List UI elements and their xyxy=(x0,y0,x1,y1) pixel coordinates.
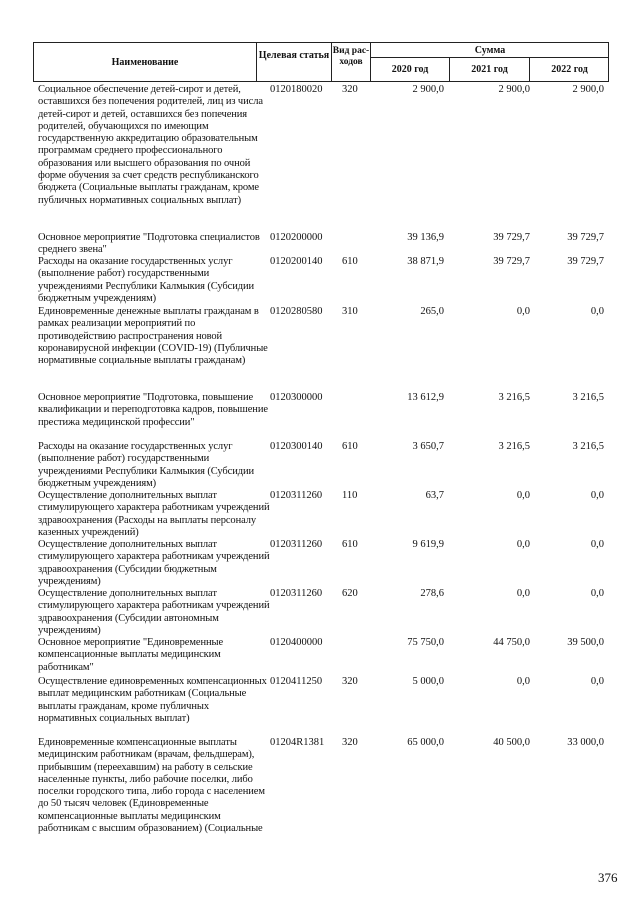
row-sum-2021: 3 216,5 xyxy=(498,392,530,403)
row-sum-2021: 0,0 xyxy=(516,539,530,550)
row-sum-2022: 39 729,7 xyxy=(567,256,604,267)
row-kind: 110 xyxy=(342,490,358,501)
row-sum-2022: 0,0 xyxy=(590,490,604,501)
row-sum-2020: 38 871,9 xyxy=(407,256,444,267)
row-sum-2021: 2 900,0 xyxy=(498,84,530,95)
row-name: Социальное обеспечение детей-сирот и детей, оставшихся без попечения родителей, лиц из числа детей-сирот и детей, оставшихся без попечения родителей, обучающихся по имеющим государственную аккредитацию образовательным программам среднего профессионального образования или высшего образования по очной форме обучения за счет средств республиканского бюджета (Социальные выплаты гражданам, кроме публичных нормативных социальных выплат) xyxy=(38,84,263,206)
row-name: Осуществление единовременных компенсационных выплат медицинским работникам (Социальные выплаты гражданам, кроме публичных нормативных социальных выплат) xyxy=(38,676,267,724)
row-kind: 320 xyxy=(342,676,358,687)
row-name: Расходы на оказание государственных услуг (выполнение работ) государственными учреждениями Республики Калмыкия (Субсидии бюджетным учреждениям) xyxy=(38,441,255,489)
row-sum-2022: 3 216,5 xyxy=(572,392,604,403)
row-sum-2022: 3 216,5 xyxy=(572,441,604,452)
row-code: 0120400000 xyxy=(270,637,323,648)
row-name: Единовременные денежные выплаты гражданам в рамках реализации мероприятий по противодействию распространения новой коронавирусной инфекции (COVID-19) (Публичные нормативные социальные выплаты гражданам) xyxy=(38,306,268,367)
row-name: Основное мероприятие "Единовременные компенсационные выплаты медицинским работникам" xyxy=(38,637,224,673)
row-code: 01204R1381 xyxy=(270,737,325,748)
header-target: Целевая статья xyxy=(258,50,330,61)
row-sum-2022: 39 729,7 xyxy=(567,232,604,243)
row-name: Единовременные компенсационные выплаты медицинским работникам (врачам, фельдшерам), прибывшим (переехавшим) на работу в сельские населенные пункты, либо рабочие поселки, либо поселки городского типа, либо города с населением до 50 тысяч человек (Единовременные компенсационные выплаты медицинским работникам с высшим образованием) (Социальные xyxy=(38,737,265,835)
row-sum-2020: 3 650,7 xyxy=(412,441,444,452)
row-code: 0120300140 xyxy=(270,441,323,452)
row-kind: 310 xyxy=(342,306,358,317)
row-sum-2020: 5 000,0 xyxy=(412,676,444,687)
row-code: 0120280580 xyxy=(270,306,323,317)
row-name: Осуществление дополнительных выплат стимулирующего характера работникам учреждений здравоохранения (Расходы на выплаты персоналу казенных учреждений) xyxy=(38,490,270,538)
row-sum-2020: 39 136,9 xyxy=(407,232,444,243)
row-sum-2020: 63,7 xyxy=(425,490,444,501)
row-code: 0120300000 xyxy=(270,392,323,403)
row-sum-2021: 39 729,7 xyxy=(493,232,530,243)
row-kind: 320 xyxy=(342,737,358,748)
table-header xyxy=(33,42,609,82)
row-name: Основное мероприятие "Подготовка специалистов среднего звена" xyxy=(38,232,260,256)
row-sum-2022: 0,0 xyxy=(590,306,604,317)
row-sum-2022: 39 500,0 xyxy=(567,637,604,648)
row-sum-2020: 278,6 xyxy=(420,588,444,599)
page-number: 376 xyxy=(598,870,618,885)
row-sum-2020: 13 612,9 xyxy=(407,392,444,403)
header-2020: 2020 год xyxy=(391,64,429,75)
row-code: 0120200140 xyxy=(270,256,323,267)
header-kind: Вид рас-ходов xyxy=(332,46,370,67)
row-code: 0120311260 xyxy=(270,588,323,599)
row-sum-2022: 0,0 xyxy=(590,676,604,687)
header-divider xyxy=(370,57,608,58)
header-sum: Сумма xyxy=(474,45,506,56)
row-kind: 610 xyxy=(342,441,358,452)
row-sum-2021: 40 500,0 xyxy=(493,737,530,748)
row-name: Осуществление дополнительных выплат стимулирующего характера работникам учреждений здравоохранения (Субсидии бюджетным учреждениям) xyxy=(38,539,270,587)
row-sum-2022: 2 900,0 xyxy=(572,84,604,95)
row-sum-2021: 44 750,0 xyxy=(493,637,530,648)
header-2021: 2021 год xyxy=(471,64,508,75)
row-sum-2021: 0,0 xyxy=(516,490,530,501)
row-sum-2021: 39 729,7 xyxy=(493,256,530,267)
row-name: Основное мероприятие "Подготовка, повышение квалификации и переподготовка кадров, повышение престижа медицинской профессии" xyxy=(38,392,268,428)
row-kind: 610 xyxy=(342,539,358,550)
row-sum-2022: 0,0 xyxy=(590,539,604,550)
row-sum-2020: 65 000,0 xyxy=(407,737,444,748)
row-name: Осуществление дополнительных выплат стимулирующего характера работникам учреждений здравоохранения (Субсидии автономным учреждениям) xyxy=(38,588,270,636)
row-sum-2020: 9 619,9 xyxy=(412,539,444,550)
row-kind: 620 xyxy=(342,588,358,599)
row-sum-2020: 75 750,0 xyxy=(407,637,444,648)
row-kind: 610 xyxy=(342,256,358,267)
row-code: 0120311260 xyxy=(270,539,323,550)
row-sum-2021: 0,0 xyxy=(516,588,530,599)
row-sum-2021: 0,0 xyxy=(516,676,530,687)
row-sum-2020: 2 900,0 xyxy=(412,84,444,95)
row-code: 0120311260 xyxy=(270,490,323,501)
header-name: Наименование xyxy=(111,57,179,68)
row-name: Расходы на оказание государственных услуг (выполнение работ) государственными учреждениями Республики Калмыкия (Субсидии бюджетным учреждениям) xyxy=(38,256,255,304)
row-code: 0120200000 xyxy=(270,232,323,243)
row-sum-2020: 265,0 xyxy=(420,306,444,317)
row-sum-2021: 0,0 xyxy=(516,306,530,317)
row-kind: 320 xyxy=(342,84,358,95)
row-code: 0120411250 xyxy=(270,676,323,687)
header-2022: 2022 год xyxy=(551,64,588,75)
header-divider xyxy=(256,43,257,81)
row-code: 0120180020 xyxy=(270,84,323,95)
row-sum-2021: 3 216,5 xyxy=(498,441,530,452)
row-sum-2022: 33 000,0 xyxy=(567,737,604,748)
row-sum-2022: 0,0 xyxy=(590,588,604,599)
